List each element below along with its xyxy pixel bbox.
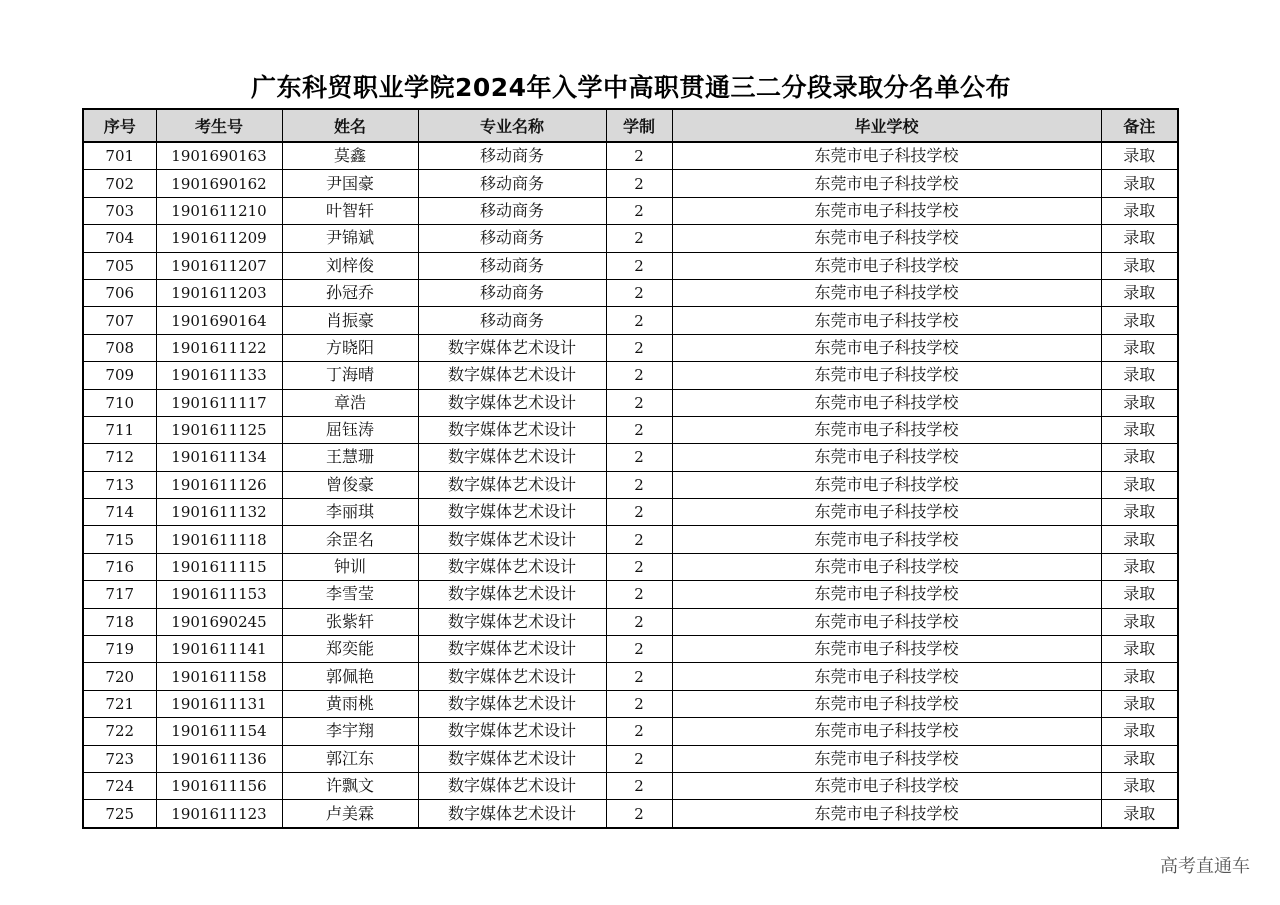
cell-duration: 2 <box>606 663 672 690</box>
cell-school: 东莞市电子科技学校 <box>672 499 1101 526</box>
cell-remark: 录取 <box>1101 279 1178 306</box>
cell-index: 719 <box>83 636 156 663</box>
cell-remark: 录取 <box>1101 197 1178 224</box>
cell-name: 孙冠乔 <box>282 279 418 306</box>
cell-name: 肖振豪 <box>282 307 418 334</box>
cell-name: 张紫轩 <box>282 608 418 635</box>
cell-exam-number: 1901611126 <box>156 471 282 498</box>
cell-name: 钟训 <box>282 553 418 580</box>
cell-duration: 2 <box>606 362 672 389</box>
cell-index: 707 <box>83 307 156 334</box>
cell-school: 东莞市电子科技学校 <box>672 745 1101 772</box>
cell-school: 东莞市电子科技学校 <box>672 471 1101 498</box>
cell-index: 710 <box>83 389 156 416</box>
cell-school: 东莞市电子科技学校 <box>672 690 1101 717</box>
cell-remark: 录取 <box>1101 499 1178 526</box>
table-row <box>83 772 1178 799</box>
table-row <box>83 553 1178 580</box>
cell-major: 数字媒体艺术设计 <box>418 800 606 828</box>
cell-duration: 2 <box>606 170 672 197</box>
table-row <box>83 499 1178 526</box>
column-header-major: 专业名称 <box>418 109 606 142</box>
cell-major: 数字媒体艺术设计 <box>418 499 606 526</box>
table-row <box>83 636 1178 663</box>
cell-major: 数字媒体艺术设计 <box>418 608 606 635</box>
cell-remark: 录取 <box>1101 225 1178 252</box>
table-row <box>83 416 1178 443</box>
cell-major: 数字媒体艺术设计 <box>418 526 606 553</box>
cell-duration: 2 <box>606 142 672 170</box>
cell-major: 移动商务 <box>418 279 606 306</box>
cell-index: 717 <box>83 581 156 608</box>
cell-major: 移动商务 <box>418 197 606 224</box>
cell-remark: 录取 <box>1101 800 1178 828</box>
cell-school: 东莞市电子科技学校 <box>672 389 1101 416</box>
cell-major: 数字媒体艺术设计 <box>418 772 606 799</box>
cell-name: 李雪莹 <box>282 581 418 608</box>
cell-exam-number: 1901611153 <box>156 581 282 608</box>
cell-name: 刘梓俊 <box>282 252 418 279</box>
cell-name: 屈钰涛 <box>282 416 418 443</box>
cell-name: 章浩 <box>282 389 418 416</box>
cell-index: 706 <box>83 279 156 306</box>
column-header-index: 序号 <box>83 109 156 142</box>
cell-exam-number: 1901611131 <box>156 690 282 717</box>
cell-school: 东莞市电子科技学校 <box>672 636 1101 663</box>
table-row <box>83 471 1178 498</box>
cell-school: 东莞市电子科技学校 <box>672 197 1101 224</box>
cell-name: 尹国豪 <box>282 170 418 197</box>
cell-remark: 录取 <box>1101 581 1178 608</box>
table-row <box>83 581 1178 608</box>
cell-index: 722 <box>83 718 156 745</box>
cell-index: 721 <box>83 690 156 717</box>
cell-index: 709 <box>83 362 156 389</box>
cell-duration: 2 <box>606 252 672 279</box>
cell-duration: 2 <box>606 526 672 553</box>
cell-school: 东莞市电子科技学校 <box>672 279 1101 306</box>
cell-exam-number: 1901611132 <box>156 499 282 526</box>
cell-exam-number: 1901690245 <box>156 608 282 635</box>
cell-school: 东莞市电子科技学校 <box>672 362 1101 389</box>
table-row <box>83 608 1178 635</box>
cell-duration: 2 <box>606 334 672 361</box>
cell-school: 东莞市电子科技学校 <box>672 225 1101 252</box>
cell-major: 数字媒体艺术设计 <box>418 745 606 772</box>
cell-index: 723 <box>83 745 156 772</box>
header-row <box>83 109 1178 142</box>
cell-remark: 录取 <box>1101 307 1178 334</box>
cell-duration: 2 <box>606 581 672 608</box>
cell-school: 东莞市电子科技学校 <box>672 444 1101 471</box>
cell-remark: 录取 <box>1101 745 1178 772</box>
cell-remark: 录取 <box>1101 444 1178 471</box>
cell-major: 数字媒体艺术设计 <box>418 389 606 416</box>
cell-exam-number: 1901611125 <box>156 416 282 443</box>
cell-exam-number: 1901690162 <box>156 170 282 197</box>
cell-school: 东莞市电子科技学校 <box>672 307 1101 334</box>
cell-duration: 2 <box>606 471 672 498</box>
cell-index: 705 <box>83 252 156 279</box>
table-row <box>83 690 1178 717</box>
cell-name: 郭江东 <box>282 745 418 772</box>
cell-school: 东莞市电子科技学校 <box>672 663 1101 690</box>
cell-duration: 2 <box>606 718 672 745</box>
page-title: 广东科贸职业学院2024年入学中高职贯通三二分段录取分名单公布 <box>250 73 1012 102</box>
cell-exam-number: 1901611123 <box>156 800 282 828</box>
cell-name: 方晓阳 <box>282 334 418 361</box>
cell-index: 714 <box>83 499 156 526</box>
cell-index: 724 <box>83 772 156 799</box>
watermark-text: 高考直通车 <box>1160 856 1250 877</box>
cell-major: 移动商务 <box>418 307 606 334</box>
table-row <box>83 225 1178 252</box>
cell-duration: 2 <box>606 690 672 717</box>
cell-school: 东莞市电子科技学校 <box>672 526 1101 553</box>
cell-name: 郑奕能 <box>282 636 418 663</box>
cell-duration: 2 <box>606 636 672 663</box>
table-row <box>83 252 1178 279</box>
table-row <box>83 800 1178 828</box>
table-row <box>83 197 1178 224</box>
cell-remark: 录取 <box>1101 252 1178 279</box>
cell-school: 东莞市电子科技学校 <box>672 416 1101 443</box>
cell-exam-number: 1901690163 <box>156 142 282 170</box>
cell-major: 数字媒体艺术设计 <box>418 471 606 498</box>
cell-name: 卢美霖 <box>282 800 418 828</box>
cell-exam-number: 1901611154 <box>156 718 282 745</box>
cell-exam-number: 1901611158 <box>156 663 282 690</box>
cell-duration: 2 <box>606 307 672 334</box>
cell-remark: 录取 <box>1101 170 1178 197</box>
cell-major: 移动商务 <box>418 142 606 170</box>
table-row <box>83 170 1178 197</box>
cell-exam-number: 1901611115 <box>156 553 282 580</box>
cell-remark: 录取 <box>1101 526 1178 553</box>
cell-index: 702 <box>83 170 156 197</box>
cell-school: 东莞市电子科技学校 <box>672 772 1101 799</box>
table-row <box>83 745 1178 772</box>
table-row <box>83 389 1178 416</box>
cell-index: 725 <box>83 800 156 828</box>
table-row <box>83 279 1178 306</box>
cell-name: 黄雨桃 <box>282 690 418 717</box>
cell-school: 东莞市电子科技学校 <box>672 718 1101 745</box>
cell-name: 郭佩艳 <box>282 663 418 690</box>
table-row <box>83 307 1178 334</box>
cell-school: 东莞市电子科技学校 <box>672 170 1101 197</box>
cell-duration: 2 <box>606 197 672 224</box>
admission-table <box>82 108 1179 829</box>
cell-duration: 2 <box>606 800 672 828</box>
cell-index: 708 <box>83 334 156 361</box>
cell-major: 数字媒体艺术设计 <box>418 690 606 717</box>
cell-index: 711 <box>83 416 156 443</box>
cell-remark: 录取 <box>1101 362 1178 389</box>
cell-index: 712 <box>83 444 156 471</box>
cell-remark: 录取 <box>1101 636 1178 663</box>
column-header-exam-number: 考生号 <box>156 109 282 142</box>
cell-school: 东莞市电子科技学校 <box>672 334 1101 361</box>
cell-duration: 2 <box>606 279 672 306</box>
cell-index: 716 <box>83 553 156 580</box>
cell-duration: 2 <box>606 225 672 252</box>
cell-major: 数字媒体艺术设计 <box>418 636 606 663</box>
cell-major: 数字媒体艺术设计 <box>418 444 606 471</box>
table-row <box>83 663 1178 690</box>
cell-duration: 2 <box>606 772 672 799</box>
cell-exam-number: 1901611134 <box>156 444 282 471</box>
table-row <box>83 142 1178 170</box>
cell-major: 数字媒体艺术设计 <box>418 553 606 580</box>
cell-remark: 录取 <box>1101 416 1178 443</box>
cell-school: 东莞市电子科技学校 <box>672 608 1101 635</box>
cell-remark: 录取 <box>1101 690 1178 717</box>
cell-name: 王慧珊 <box>282 444 418 471</box>
cell-index: 720 <box>83 663 156 690</box>
cell-major: 数字媒体艺术设计 <box>418 581 606 608</box>
cell-index: 713 <box>83 471 156 498</box>
cell-major: 数字媒体艺术设计 <box>418 416 606 443</box>
cell-remark: 录取 <box>1101 389 1178 416</box>
table-row <box>83 526 1178 553</box>
cell-name: 李丽琪 <box>282 499 418 526</box>
cell-school: 东莞市电子科技学校 <box>672 800 1101 828</box>
table-body <box>83 142 1178 828</box>
cell-exam-number: 1901611136 <box>156 745 282 772</box>
cell-duration: 2 <box>606 745 672 772</box>
cell-exam-number: 1901611209 <box>156 225 282 252</box>
cell-remark: 录取 <box>1101 471 1178 498</box>
cell-remark: 录取 <box>1101 142 1178 170</box>
column-header-remark: 备注 <box>1101 109 1178 142</box>
cell-remark: 录取 <box>1101 553 1178 580</box>
cell-major: 数字媒体艺术设计 <box>418 334 606 361</box>
cell-exam-number: 1901611133 <box>156 362 282 389</box>
cell-exam-number: 1901611203 <box>156 279 282 306</box>
cell-remark: 录取 <box>1101 772 1178 799</box>
cell-remark: 录取 <box>1101 663 1178 690</box>
cell-name: 丁海晴 <box>282 362 418 389</box>
cell-remark: 录取 <box>1101 334 1178 361</box>
cell-name: 莫鑫 <box>282 142 418 170</box>
cell-school: 东莞市电子科技学校 <box>672 553 1101 580</box>
table-header <box>83 109 1178 142</box>
cell-exam-number: 1901611141 <box>156 636 282 663</box>
cell-major: 移动商务 <box>418 252 606 279</box>
cell-duration: 2 <box>606 608 672 635</box>
cell-exam-number: 1901690164 <box>156 307 282 334</box>
table-row <box>83 718 1178 745</box>
cell-school: 东莞市电子科技学校 <box>672 142 1101 170</box>
cell-name: 曾俊豪 <box>282 471 418 498</box>
cell-duration: 2 <box>606 416 672 443</box>
cell-school: 东莞市电子科技学校 <box>672 252 1101 279</box>
cell-major: 数字媒体艺术设计 <box>418 663 606 690</box>
cell-remark: 录取 <box>1101 718 1178 745</box>
cell-index: 701 <box>83 142 156 170</box>
column-header-name: 姓名 <box>282 109 418 142</box>
cell-major: 移动商务 <box>418 170 606 197</box>
cell-name: 李宇翔 <box>282 718 418 745</box>
table-row <box>83 444 1178 471</box>
cell-school: 东莞市电子科技学校 <box>672 581 1101 608</box>
cell-exam-number: 1901611122 <box>156 334 282 361</box>
cell-name: 尹锦斌 <box>282 225 418 252</box>
cell-index: 703 <box>83 197 156 224</box>
table-row <box>83 362 1178 389</box>
cell-remark: 录取 <box>1101 608 1178 635</box>
cell-duration: 2 <box>606 444 672 471</box>
cell-name: 许飘文 <box>282 772 418 799</box>
cell-duration: 2 <box>606 553 672 580</box>
cell-exam-number: 1901611207 <box>156 252 282 279</box>
column-header-school: 毕业学校 <box>672 109 1101 142</box>
cell-index: 704 <box>83 225 156 252</box>
column-header-duration: 学制 <box>606 109 672 142</box>
cell-exam-number: 1901611117 <box>156 389 282 416</box>
cell-name: 叶智轩 <box>282 197 418 224</box>
cell-major: 数字媒体艺术设计 <box>418 362 606 389</box>
cell-exam-number: 1901611210 <box>156 197 282 224</box>
table-row <box>83 334 1178 361</box>
cell-exam-number: 1901611118 <box>156 526 282 553</box>
cell-duration: 2 <box>606 389 672 416</box>
cell-index: 715 <box>83 526 156 553</box>
cell-name: 余罡名 <box>282 526 418 553</box>
cell-major: 移动商务 <box>418 225 606 252</box>
cell-exam-number: 1901611156 <box>156 772 282 799</box>
cell-major: 数字媒体艺术设计 <box>418 718 606 745</box>
cell-duration: 2 <box>606 499 672 526</box>
cell-index: 718 <box>83 608 156 635</box>
